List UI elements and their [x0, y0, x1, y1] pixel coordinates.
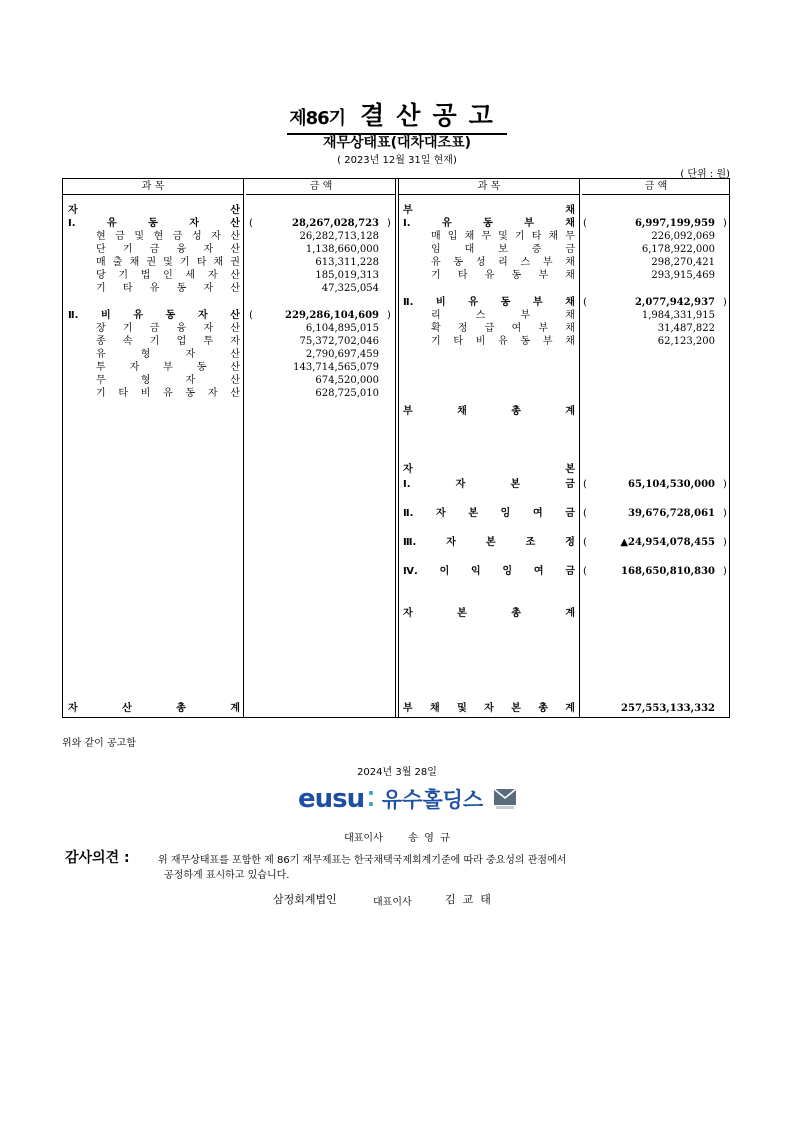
row-amount: 2,790,697,459 [305, 349, 379, 360]
auditor-title: 대표이사 [373, 897, 412, 908]
paren-open: ( [583, 297, 587, 308]
row-amount: 226,092,069 [651, 231, 715, 242]
audit-opinion-line-1: 위 재무상태표를 포함한 제 86기 재무제표는 한국채택국제회계기준에 따라 중요성의 관점에서 [158, 855, 567, 866]
row-amount: 39,676,728,061 [628, 508, 715, 519]
row-label: 기 타 유 동 자 산 [96, 283, 240, 294]
row-amount: 1,984,331,915 [641, 310, 715, 321]
table-row [63, 322, 731, 336]
row-label: 자 본 총 계 [403, 608, 575, 619]
row-label: 자 산 총 계 [68, 703, 240, 714]
section-title: 자 산 [68, 205, 240, 216]
row-amount: 628,725,010 [315, 388, 379, 399]
equity-row [63, 507, 731, 521]
row-label: 리 스 부 채 [431, 310, 575, 321]
paren-close: ) [723, 479, 727, 490]
statement-subtitle: 재무상태표(대차대조표) [322, 135, 472, 151]
row-amount: 6,178,922,000 [641, 244, 715, 255]
header-left-item: 과 목 [63, 179, 243, 195]
row-amount: 168,650,810,830 [621, 566, 715, 577]
auditor-name: 김 교 태 [445, 893, 491, 906]
balance-sheet-table [62, 178, 730, 718]
header-right-amount: 금 액 [582, 179, 730, 195]
as-of-date: ( 2023년 12월 31일 현재) [337, 155, 457, 166]
row-label: 매 입 채 무 및 기 타 채 무 [431, 231, 575, 242]
paren-open: ( [249, 218, 253, 229]
row-amount: 293,915,469 [651, 270, 715, 281]
title-main: 결산공고 [360, 101, 505, 130]
table-row [63, 348, 731, 362]
row-amount: 298,270,421 [651, 257, 715, 268]
table-row [63, 309, 731, 323]
row-amount: 28,267,028,723 [292, 218, 379, 229]
row-label: 임 대 보 증 금 [431, 244, 575, 255]
paren-close: ) [723, 508, 727, 519]
company-seal-icon [493, 788, 517, 810]
audit-opinion-line-2: 공정하게 표시하고 있습니다. [164, 870, 290, 881]
paren-close: ) [723, 566, 727, 577]
row-amount: 185,019,313 [315, 270, 379, 281]
announcement-date: 2024년 3월 28일 [357, 767, 437, 778]
row-amount: 47,325,054 [321, 283, 379, 294]
row-label: 유 형 자 산 [96, 349, 240, 360]
row-label: Ⅱ. 비 유 동 부 채 [403, 297, 575, 308]
row-label: 단 기 금 융 자 산 [96, 244, 240, 255]
row-amount: 62,123,200 [657, 336, 715, 347]
paren-close: ) [723, 218, 727, 229]
row-label: 종 속 기 업 투 자 [96, 336, 240, 347]
row-label: 투 자 부 동 산 [96, 362, 240, 373]
announcement-note: 위와 같이 공고함 [62, 738, 136, 749]
fiscal-period: 제86기 [289, 108, 346, 129]
paren-open: ( [583, 566, 587, 577]
group-row [63, 296, 731, 310]
logo-korean-text: 유수홀딩스 [381, 788, 484, 812]
equity-row [63, 478, 731, 492]
row-label: 부 채 총 계 [403, 406, 575, 417]
row-amount: 1,138,660,000 [305, 244, 379, 255]
unit-label: ( 단위 : 원) [680, 169, 730, 180]
ceo-name: 대표이사 송 영 규 [344, 833, 450, 844]
table-row [63, 282, 731, 296]
row-label: 장 기 금 융 자 산 [96, 323, 240, 334]
paren-open: ( [583, 218, 587, 229]
table-row [63, 387, 731, 401]
header-right-item: 과 목 [399, 179, 579, 195]
row-label: Ⅰ. 자 본 금 [403, 479, 575, 490]
row-amount: 65,104,530,000 [628, 479, 715, 490]
section-equity-title [63, 463, 731, 477]
row-label: Ⅰ. 유 동 부 채 [403, 218, 575, 229]
row-amount: 75,372,702,046 [299, 336, 379, 347]
paren-open: ( [249, 310, 253, 321]
paren-close: ) [723, 297, 727, 308]
row-label: Ⅳ. 이 익 잉 여 금 [403, 566, 575, 577]
paren-open: ( [583, 508, 587, 519]
table-row [63, 230, 731, 244]
grand-total-row [63, 702, 731, 716]
header-left-amount: 금 액 [246, 179, 396, 195]
row-label: 기 타 비 유 동 자 산 [96, 388, 240, 399]
paren-close: ) [387, 218, 391, 229]
row-label: Ⅲ. 자 본 조 정 [403, 537, 575, 548]
row-amount: 143,714,565,079 [293, 362, 379, 373]
row-amount: 674,520,000 [315, 375, 379, 386]
row-label: Ⅰ. 유 동 자 산 [68, 218, 240, 229]
row-label: 무 형 자 산 [96, 375, 240, 386]
row-amount: 257,553,133,332 [621, 703, 715, 714]
table-row [63, 243, 731, 257]
announcement-title [0, 96, 794, 135]
row-label: 매 출 채 권 및 기 타 채 권 [96, 257, 240, 268]
liabilities-total-row [63, 405, 731, 419]
row-amount: 6,997,199,959 [634, 218, 715, 229]
paren-open: ( [583, 537, 587, 548]
row-label: 현 금 및 현 금 성 자 산 [96, 231, 240, 242]
table-row [63, 335, 731, 349]
row-amount: 613,311,228 [315, 257, 379, 268]
paren-open: ( [583, 479, 587, 490]
section-liabilities-title [63, 204, 731, 218]
paren-close: ) [387, 310, 391, 321]
table-row [63, 361, 731, 375]
row-amount: 229,286,104,609 [285, 310, 379, 321]
row-label: 기 타 비 유 동 부 채 [431, 336, 575, 347]
section-title: 부 채 [403, 205, 575, 216]
group-row [63, 217, 731, 231]
row-amount: 26,282,713,128 [299, 231, 379, 242]
row-label: Ⅱ. 자 본 잉 여 금 [403, 508, 575, 519]
row-label: 부 채 및 자 본 총 계 [403, 703, 575, 714]
logo-latin-text: eusu [298, 784, 365, 814]
row-label: 당 기 법 인 세 자 산 [96, 270, 240, 281]
section-title: 자 본 [403, 464, 575, 475]
audit-opinion-label: 감사의견 : [65, 850, 130, 866]
row-label: 확 정 급 여 부 채 [431, 323, 575, 334]
logo-dots-icon: ⁚ [367, 787, 375, 811]
row-label: 기 타 유 동 부 채 [431, 270, 575, 281]
row-label: 유 동 성 리 스 부 채 [431, 257, 575, 268]
auditor-firm: 삼정회계법인 [273, 893, 337, 906]
paren-close: ) [723, 537, 727, 548]
row-amount: 31,487,822 [657, 323, 715, 334]
row-label: Ⅱ. 비 유 동 자 산 [68, 310, 240, 321]
equity-row [63, 536, 731, 550]
table-row [63, 269, 731, 283]
equity-total-row [63, 607, 731, 621]
row-amount: 2,077,942,937 [634, 297, 715, 308]
equity-row [63, 565, 731, 579]
table-row [63, 256, 731, 270]
table-row [63, 374, 731, 388]
row-amount: ▲24,954,078,455 [620, 537, 715, 548]
company-logo [298, 783, 517, 815]
row-amount: 6,104,895,015 [305, 323, 379, 334]
